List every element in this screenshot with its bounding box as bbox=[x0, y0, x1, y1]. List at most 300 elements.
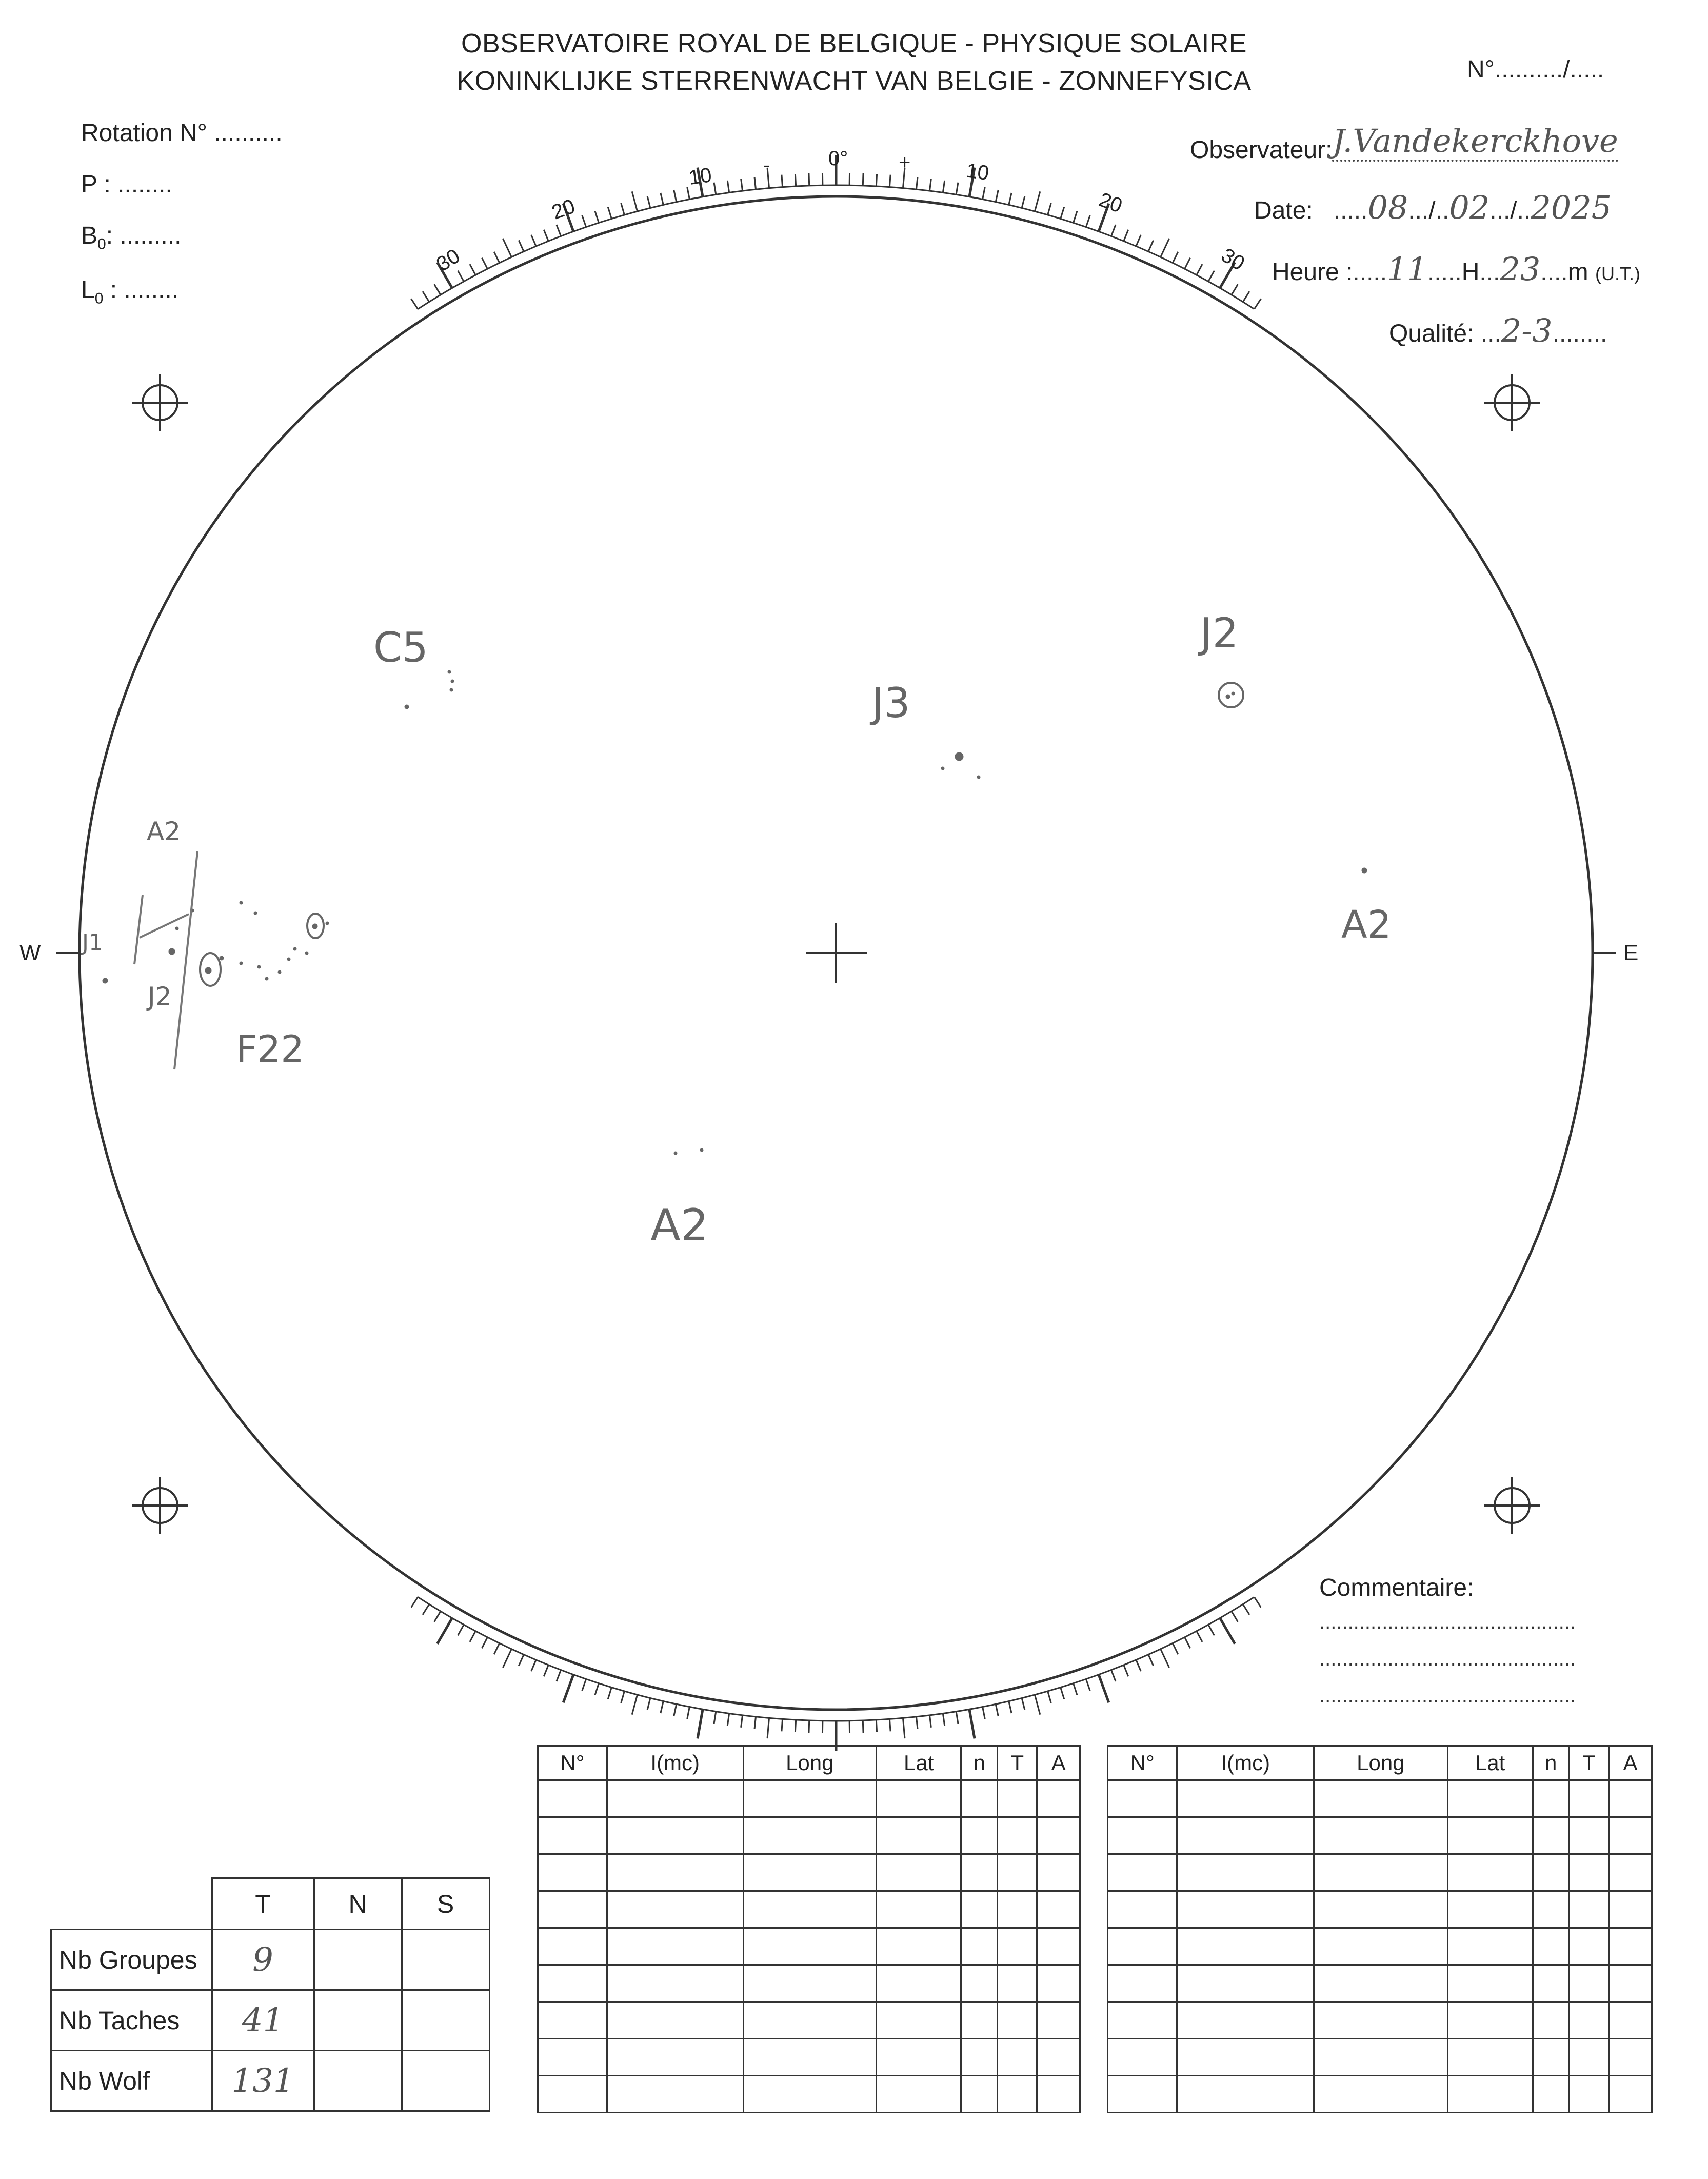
table-cell[interactable] bbox=[538, 1891, 607, 1928]
table-row bbox=[538, 2039, 1080, 2076]
title-dutch: KONINKLIJKE STERRENWACHT VAN BELGIE - ZONNEFYSICA bbox=[456, 66, 1252, 96]
table-row bbox=[1108, 1854, 1652, 1891]
table-cell[interactable] bbox=[1108, 2076, 1177, 2113]
scale-tick bbox=[876, 1720, 877, 1732]
scale-tick bbox=[661, 1701, 663, 1713]
table-cell[interactable] bbox=[1609, 1891, 1652, 1928]
table-cell[interactable] bbox=[998, 2039, 1037, 2076]
scale-tick bbox=[632, 1695, 637, 1715]
table-cell[interactable] bbox=[743, 1817, 877, 1854]
hour-ut: (U.T.) bbox=[1595, 263, 1640, 284]
scale-arc bbox=[418, 1597, 1255, 1721]
table-cell[interactable] bbox=[1609, 2002, 1652, 2039]
table-cell[interactable] bbox=[1108, 1891, 1177, 1928]
table-cell[interactable] bbox=[1569, 1965, 1608, 2002]
scale-tick bbox=[434, 284, 441, 295]
table-cell[interactable] bbox=[1609, 1854, 1652, 1891]
l0-field: $L_0$ : ........ bbox=[81, 276, 179, 307]
row-label-spots: Nb Taches bbox=[51, 1990, 212, 2051]
table-cell[interactable] bbox=[1108, 1965, 1177, 2002]
table-cell[interactable] bbox=[743, 1891, 877, 1928]
alignment-mark-bottom-left bbox=[132, 1477, 188, 1534]
scale-tick bbox=[754, 177, 756, 189]
scale-tick bbox=[1232, 284, 1238, 295]
col-header: N° bbox=[538, 1746, 607, 1780]
group-label-j2-west: J2 bbox=[148, 982, 172, 1012]
scale-tick bbox=[795, 174, 796, 186]
scale-tick bbox=[608, 1688, 611, 1699]
table-cell[interactable] bbox=[1569, 1928, 1608, 1965]
scale-tick bbox=[1099, 1675, 1109, 1703]
table-cell[interactable] bbox=[998, 1928, 1037, 1965]
scale-tick bbox=[1243, 1604, 1249, 1615]
table-cell[interactable] bbox=[538, 1780, 607, 1817]
table-cell[interactable] bbox=[1108, 1780, 1177, 1817]
group-label-j1: J1 bbox=[82, 929, 103, 956]
observation-table-right bbox=[1107, 1745, 1653, 2113]
table-cell[interactable] bbox=[607, 1891, 743, 1928]
row-label-groups: Nb Groupes bbox=[51, 1930, 212, 1990]
table-cell[interactable] bbox=[961, 1891, 998, 1928]
scale-tick bbox=[470, 1631, 475, 1642]
scale-tick bbox=[531, 1660, 536, 1671]
scale-tick bbox=[929, 179, 931, 191]
table-cell[interactable] bbox=[743, 1780, 877, 1817]
sheet-number: N°........../..... bbox=[1467, 56, 1604, 83]
table-cell[interactable] bbox=[1447, 1817, 1533, 1854]
scale-tick bbox=[782, 175, 783, 187]
table-cell[interactable] bbox=[1037, 1817, 1080, 1854]
scale-tick bbox=[482, 1637, 487, 1648]
table-cell[interactable] bbox=[1314, 2076, 1448, 2113]
scale-tick bbox=[608, 207, 611, 219]
table-cell[interactable] bbox=[1447, 2039, 1533, 2076]
table-cell[interactable] bbox=[1177, 2002, 1314, 2039]
table-cell[interactable] bbox=[1447, 2002, 1533, 2039]
scale-label-e20: 20 bbox=[1096, 188, 1125, 217]
b0-field: $B_0$: ......... bbox=[81, 222, 182, 253]
table-cell[interactable] bbox=[607, 2076, 743, 2113]
scale-tick bbox=[1074, 211, 1077, 223]
table-cell[interactable] bbox=[998, 2076, 1037, 2113]
scale-tick bbox=[996, 1704, 998, 1716]
table-row bbox=[538, 1817, 1080, 1854]
table-cell[interactable] bbox=[1569, 1891, 1608, 1928]
table-cell[interactable] bbox=[877, 2002, 961, 2039]
scale-tick bbox=[687, 187, 690, 200]
table-cell[interactable] bbox=[877, 1891, 961, 1928]
quality-value: 2-3 bbox=[1501, 312, 1553, 349]
table-cell[interactable] bbox=[538, 1965, 607, 2002]
scale-tick bbox=[557, 1670, 561, 1681]
table-cell[interactable] bbox=[1609, 1928, 1652, 1965]
col-header: n bbox=[1533, 1746, 1569, 1780]
scale-tick bbox=[1254, 299, 1261, 309]
group-label-j2-east: J2 bbox=[1200, 609, 1239, 657]
table-cell[interactable] bbox=[1314, 1780, 1448, 1817]
scale-tick bbox=[582, 215, 586, 227]
table-cell[interactable] bbox=[1314, 2039, 1448, 2076]
scale-tick bbox=[1124, 1665, 1128, 1676]
table-cell[interactable] bbox=[1447, 1780, 1533, 1817]
date-month: 02 bbox=[1449, 189, 1490, 226]
table-cell[interactable] bbox=[1569, 2002, 1608, 2039]
table-cell[interactable] bbox=[1314, 1854, 1448, 1891]
group-label-a2-south: A2 bbox=[650, 1200, 709, 1251]
table-row bbox=[1108, 2002, 1652, 2039]
table-row bbox=[1108, 1817, 1652, 1854]
scale-tick bbox=[943, 1713, 944, 1726]
table-cell[interactable] bbox=[1533, 1965, 1569, 2002]
scale-tick bbox=[903, 1718, 904, 1738]
scale-tick bbox=[621, 1691, 625, 1703]
scale-tick bbox=[1111, 1670, 1116, 1681]
table-cell[interactable] bbox=[961, 1965, 998, 2002]
bottom-scale bbox=[411, 1597, 1261, 1751]
table-row bbox=[538, 1780, 1080, 1817]
scale-tick bbox=[595, 1683, 599, 1695]
scale-tick bbox=[674, 190, 677, 202]
table-cell[interactable] bbox=[1037, 2076, 1080, 2113]
comment-label: Commentaire: bbox=[1319, 1574, 1474, 1601]
table-cell[interactable] bbox=[538, 2039, 607, 2076]
table-cell[interactable] bbox=[1177, 1854, 1314, 1891]
table-cell[interactable] bbox=[1314, 1891, 1448, 1928]
table-cell[interactable] bbox=[1447, 1965, 1533, 2002]
group-boundary-lines bbox=[134, 851, 197, 1069]
alignment-mark-top-left bbox=[132, 374, 188, 431]
table-cell[interactable] bbox=[1609, 1817, 1652, 1854]
scale-tick bbox=[1173, 1643, 1178, 1654]
table-cell[interactable] bbox=[743, 1928, 877, 1965]
scale-tick bbox=[889, 175, 890, 187]
scale-label-minus: - bbox=[763, 154, 770, 176]
scale-tick bbox=[956, 1712, 958, 1724]
table-cell[interactable] bbox=[743, 1854, 877, 1891]
scale-tick bbox=[531, 235, 536, 246]
west-label: W bbox=[19, 940, 41, 965]
table-cell[interactable] bbox=[1447, 1891, 1533, 1928]
table-cell[interactable] bbox=[1447, 1928, 1533, 1965]
table-row bbox=[538, 1928, 1080, 1965]
scale-tick bbox=[1124, 230, 1128, 241]
table-cell[interactable] bbox=[1533, 1854, 1569, 1891]
table-cell[interactable] bbox=[1177, 1817, 1314, 1854]
quality-label: Qualité: bbox=[1389, 320, 1474, 347]
scale-tick bbox=[727, 181, 729, 193]
table-cell[interactable] bbox=[1177, 1780, 1314, 1817]
scale-tick bbox=[519, 1655, 524, 1666]
table-cell[interactable] bbox=[1569, 2076, 1608, 2113]
table-cell[interactable] bbox=[877, 2039, 961, 2076]
table-cell[interactable] bbox=[998, 1780, 1037, 1817]
table-cell[interactable] bbox=[1108, 1928, 1177, 1965]
groups-north bbox=[314, 1930, 402, 1990]
scale-tick bbox=[1111, 225, 1116, 236]
scale-tick bbox=[741, 179, 743, 191]
wolf-north bbox=[314, 2051, 402, 2111]
table-cell[interactable] bbox=[1533, 1891, 1569, 1928]
table-cell[interactable] bbox=[1447, 2076, 1533, 2113]
table-cell[interactable] bbox=[1314, 1965, 1448, 2002]
p-field: P : ........ bbox=[81, 171, 172, 198]
table-cell[interactable] bbox=[1533, 2076, 1569, 2113]
col-header: I(mc) bbox=[1177, 1746, 1314, 1780]
table-cell[interactable] bbox=[1037, 1780, 1080, 1817]
row-label-wolf: Nb Wolf bbox=[51, 2051, 212, 2111]
table-cell[interactable] bbox=[1177, 1965, 1314, 2002]
table-cell[interactable] bbox=[607, 1817, 743, 1854]
table-cell[interactable] bbox=[1447, 1854, 1533, 1891]
table-row bbox=[1108, 1780, 1652, 1817]
group-label-c5: C5 bbox=[373, 624, 428, 671]
scale-tick bbox=[795, 1720, 796, 1732]
scale-tick bbox=[1086, 215, 1090, 227]
quality-field: Qualité: ...2-3........ bbox=[1389, 312, 1607, 349]
scale-tick bbox=[1048, 203, 1051, 215]
scale-tick bbox=[470, 264, 475, 275]
scale-tick bbox=[1061, 207, 1064, 219]
scale-tick bbox=[423, 1604, 429, 1615]
table-cell[interactable] bbox=[743, 2002, 877, 2039]
table-cell[interactable] bbox=[1533, 2002, 1569, 2039]
scale-tick bbox=[1197, 1631, 1202, 1642]
table-row bbox=[538, 2002, 1080, 2039]
table-cell[interactable] bbox=[607, 1928, 743, 1965]
table-cell[interactable] bbox=[1037, 1965, 1080, 2002]
scale-tick bbox=[782, 1719, 783, 1731]
scale-tick bbox=[687, 1707, 690, 1719]
scale-tick bbox=[1185, 258, 1190, 269]
table-cell[interactable] bbox=[1037, 1891, 1080, 1928]
table-cell[interactable] bbox=[877, 1965, 961, 2002]
counts-header-t: T bbox=[212, 1878, 314, 1930]
table-cell[interactable] bbox=[1177, 2076, 1314, 2113]
table-cell[interactable] bbox=[877, 1854, 961, 1891]
scale-tick bbox=[621, 203, 625, 215]
table-cell[interactable] bbox=[538, 1854, 607, 1891]
table-cell[interactable] bbox=[1177, 1891, 1314, 1928]
scale-tick bbox=[1022, 196, 1025, 208]
scale-tick bbox=[482, 258, 487, 269]
scale-tick bbox=[767, 1718, 769, 1738]
groups-south bbox=[402, 1930, 489, 1990]
table-cell[interactable] bbox=[607, 1854, 743, 1891]
table-cell[interactable] bbox=[743, 2039, 877, 2076]
scale-tick bbox=[929, 1715, 931, 1728]
table-cell[interactable] bbox=[1108, 1817, 1177, 1854]
col-header: T bbox=[998, 1746, 1037, 1780]
spots-north bbox=[314, 1990, 402, 2051]
table-cell[interactable] bbox=[743, 1965, 877, 2002]
table-cell[interactable] bbox=[961, 2002, 998, 2039]
scale-tick bbox=[996, 190, 998, 202]
table-cell[interactable] bbox=[1533, 2039, 1569, 2076]
scale-tick bbox=[714, 1712, 716, 1724]
alignment-mark-bottom-right bbox=[1484, 1477, 1540, 1534]
table-cell[interactable] bbox=[1533, 1817, 1569, 1854]
scale-tick bbox=[983, 1707, 985, 1719]
hour-m-value: 23 bbox=[1500, 250, 1541, 288]
spots-total: 41 bbox=[212, 1990, 314, 2051]
scale-tick bbox=[754, 1717, 756, 1729]
scale-tick bbox=[956, 183, 958, 195]
scale-tick bbox=[1035, 1695, 1040, 1715]
table-cell[interactable] bbox=[607, 2039, 743, 2076]
scale-tick bbox=[563, 1675, 573, 1703]
scale-tick bbox=[1197, 264, 1202, 275]
date-day: 08 bbox=[1367, 189, 1408, 226]
table-cell[interactable] bbox=[1177, 2039, 1314, 2076]
col-header: N° bbox=[1108, 1746, 1177, 1780]
table-cell[interactable] bbox=[998, 1965, 1037, 2002]
col-header: T bbox=[1569, 1746, 1608, 1780]
table-cell[interactable] bbox=[877, 2076, 961, 2113]
scale-tick bbox=[1161, 1649, 1169, 1668]
scale-tick bbox=[1009, 1701, 1011, 1713]
scale-tick bbox=[916, 177, 918, 189]
scale-tick bbox=[889, 1719, 890, 1731]
table-cell[interactable] bbox=[1609, 1965, 1652, 2002]
table-cell[interactable] bbox=[998, 1817, 1037, 1854]
scale-tick bbox=[519, 240, 524, 251]
table-cell[interactable] bbox=[538, 1928, 607, 1965]
scale-tick bbox=[1035, 191, 1040, 211]
col-header: n bbox=[961, 1746, 998, 1780]
comment-line: ............................................. bbox=[1319, 1648, 1576, 1670]
scale-tick bbox=[876, 174, 877, 186]
table-cell[interactable] bbox=[998, 1891, 1037, 1928]
table-cell[interactable] bbox=[961, 1928, 998, 1965]
table-cell[interactable] bbox=[743, 2076, 877, 2113]
table-cell[interactable] bbox=[998, 1854, 1037, 1891]
observer-label: Observateur: bbox=[1190, 136, 1333, 164]
scale-label-plus: + bbox=[899, 151, 911, 174]
scale-tick bbox=[458, 271, 464, 282]
table-cell[interactable] bbox=[1569, 1817, 1608, 1854]
table-cell[interactable] bbox=[998, 2002, 1037, 2039]
scale-tick bbox=[1243, 291, 1249, 302]
scale-tick bbox=[741, 1715, 743, 1728]
table-row bbox=[1108, 1928, 1652, 1965]
scale-tick bbox=[674, 1704, 677, 1716]
table-cell[interactable] bbox=[1108, 2002, 1177, 2039]
table-cell[interactable] bbox=[607, 1965, 743, 2002]
table-cell[interactable] bbox=[961, 1817, 998, 1854]
table-cell[interactable] bbox=[1037, 1928, 1080, 1965]
observation-table-left bbox=[537, 1745, 1081, 2113]
title-french: OBSERVATOIRE ROYAL DE BELGIQUE - PHYSIQUE SOLAIRE bbox=[461, 29, 1247, 58]
table-row bbox=[538, 1891, 1080, 1928]
circle-gap bbox=[1354, 385, 1399, 436]
table-cell[interactable] bbox=[538, 2076, 607, 2113]
sunspots bbox=[103, 670, 1367, 1155]
table-cell[interactable] bbox=[538, 1817, 607, 1854]
scale-tick bbox=[595, 211, 599, 223]
table-cell[interactable] bbox=[877, 1780, 961, 1817]
table-cell[interactable] bbox=[1533, 1780, 1569, 1817]
scale-tick bbox=[1185, 1637, 1190, 1648]
scale-tick bbox=[1161, 239, 1169, 257]
table-cell[interactable] bbox=[1037, 2039, 1080, 2076]
table-cell[interactable] bbox=[1609, 2039, 1652, 2076]
table-cell[interactable] bbox=[1533, 1928, 1569, 1965]
table-cell[interactable] bbox=[1108, 1854, 1177, 1891]
scale-tick bbox=[1136, 235, 1141, 246]
rotation-field: Rotation N° .......... bbox=[81, 120, 283, 147]
table-cell[interactable] bbox=[1037, 2002, 1080, 2039]
circle-gap bbox=[274, 385, 318, 435]
table-cell[interactable] bbox=[1314, 1928, 1448, 1965]
table-cell[interactable] bbox=[1108, 2039, 1177, 2076]
table-cell[interactable] bbox=[1037, 1854, 1080, 1891]
scale-tick bbox=[503, 239, 511, 257]
scale-tick bbox=[916, 1717, 918, 1729]
scale-tick bbox=[1061, 1688, 1064, 1699]
table-cell[interactable] bbox=[607, 1780, 743, 1817]
hour-label: Heure : bbox=[1272, 259, 1353, 286]
scale-tick bbox=[1208, 1625, 1215, 1635]
table-cell[interactable] bbox=[961, 2076, 998, 2113]
scale-tick bbox=[647, 1698, 650, 1710]
table-cell[interactable] bbox=[1314, 2002, 1448, 2039]
scale-tick bbox=[943, 181, 944, 193]
table-cell[interactable] bbox=[1569, 2039, 1608, 2076]
scale-tick bbox=[411, 299, 418, 309]
groups-total: 9 bbox=[212, 1930, 314, 1990]
group-label-j3: J3 bbox=[872, 679, 910, 727]
table-cell[interactable] bbox=[1609, 1780, 1652, 1817]
scale-tick bbox=[969, 1709, 975, 1738]
scale-tick bbox=[438, 1618, 452, 1643]
table-cell[interactable] bbox=[1569, 1854, 1608, 1891]
scale-tick bbox=[411, 1597, 418, 1607]
scale-tick bbox=[983, 187, 985, 200]
table-cell[interactable] bbox=[961, 1780, 998, 1817]
east-label: E bbox=[1623, 940, 1639, 965]
table-cell[interactable] bbox=[961, 2039, 998, 2076]
col-header: Long bbox=[1314, 1746, 1448, 1780]
date-field: Date: .....08.../..02.../..2025 bbox=[1254, 189, 1612, 226]
scale-tick bbox=[1086, 1679, 1090, 1691]
table-cell[interactable] bbox=[961, 1854, 998, 1891]
table-row bbox=[538, 1965, 1080, 2002]
group-label-a2-west: A2 bbox=[147, 817, 181, 846]
table-cell[interactable] bbox=[1609, 2076, 1652, 2113]
table-cell[interactable] bbox=[538, 2002, 607, 2039]
scale-label-w30: 30 bbox=[432, 244, 464, 276]
table-row bbox=[1108, 2076, 1652, 2113]
wolf-south bbox=[402, 2051, 489, 2111]
col-header: Lat bbox=[877, 1746, 961, 1780]
table-cell[interactable] bbox=[607, 2002, 743, 2039]
counts-table bbox=[50, 1877, 490, 2112]
table-cell[interactable] bbox=[877, 1817, 961, 1854]
table-cell[interactable] bbox=[1177, 1928, 1314, 1965]
table-cell[interactable] bbox=[877, 1928, 961, 1965]
scale-label-w20: 20 bbox=[549, 194, 578, 224]
scale-tick bbox=[1136, 1660, 1141, 1671]
scale-tick bbox=[1232, 1611, 1238, 1622]
col-header: A bbox=[1609, 1746, 1652, 1780]
scale-label-e10: 10 bbox=[964, 159, 990, 185]
scale-tick bbox=[458, 1625, 464, 1635]
scale-tick bbox=[1022, 1698, 1025, 1710]
top-scale bbox=[411, 155, 1261, 309]
table-cell[interactable] bbox=[1314, 1817, 1448, 1854]
group-label-f22: F22 bbox=[236, 1027, 305, 1071]
table-cell[interactable] bbox=[1569, 1780, 1608, 1817]
